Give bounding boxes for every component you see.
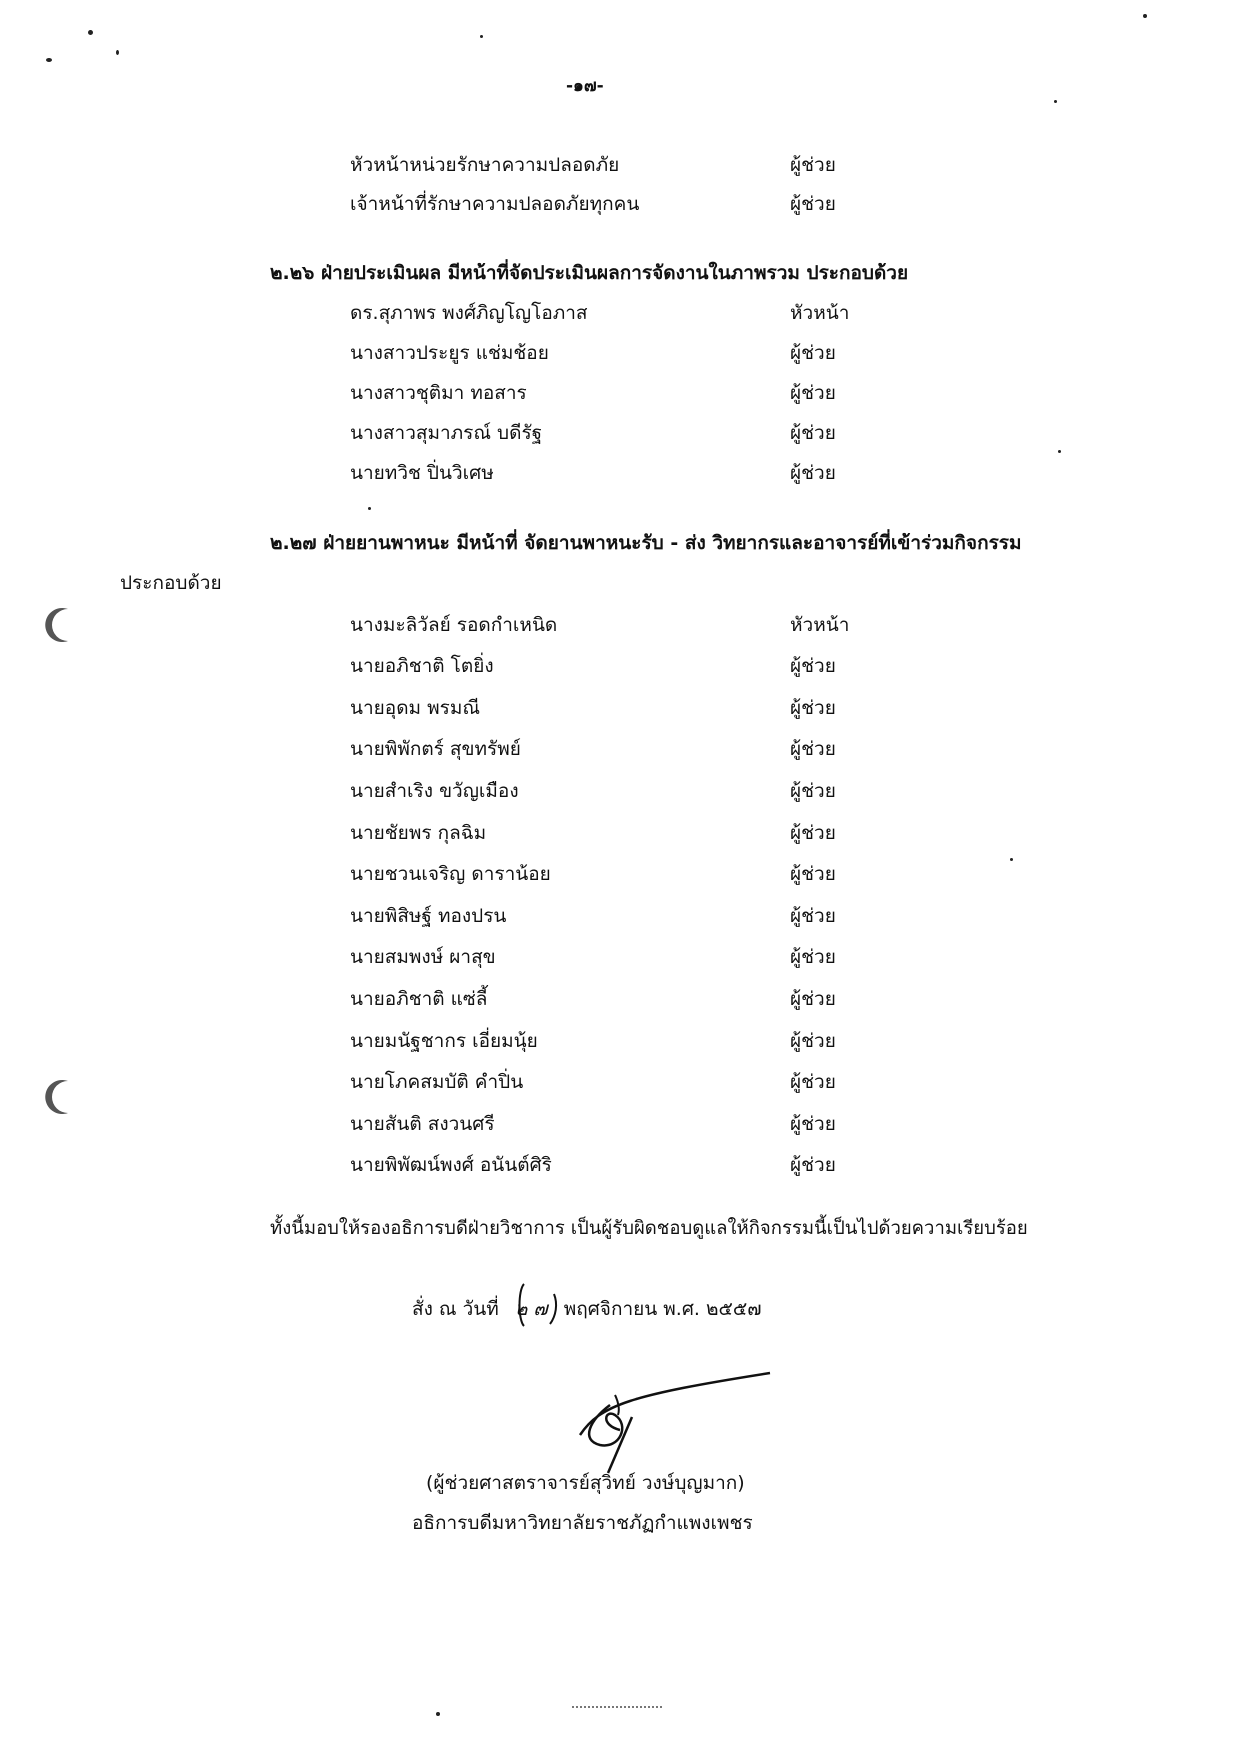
scan-speck [368, 507, 371, 510]
scan-speck [1058, 450, 1061, 453]
member-name: ดร.สุภาพร พงศ์ภิญโญโอภาส [350, 302, 588, 324]
signatory-name: (ผู้ช่วยศาสตราจารย์สุวิทย์ วงษ์บุญมาก) [426, 1472, 745, 1494]
scan-speck [436, 1712, 440, 1716]
member-name: นายพิพัฒน์พงศ์ อนันต์ศิริ [350, 1154, 552, 1176]
member-role: ผู้ช่วย [790, 462, 836, 484]
member-name: นายพิสิษฐ์ ทองปรน [350, 905, 507, 927]
member-role: ผู้ช่วย [790, 1154, 836, 1176]
member-role: ผู้ช่วย [790, 946, 836, 968]
member-name: นายพิพักตร์ สุขทรัพย์ [350, 738, 521, 760]
section-title: ฝ่ายประเมินผล [320, 262, 442, 284]
list-item [0, 734, 1233, 764]
member-role: ผู้ช่วย [790, 422, 836, 444]
member-role: ผู้ช่วย [790, 738, 836, 760]
member-name: นายชวนเจริญ ดาราน้อย [350, 863, 551, 885]
member-name: นายทวิช ปิ่นวิเศษ [350, 462, 494, 484]
member-role: ผู้ช่วย [790, 655, 836, 677]
member-name: นายอภิชาติ โตยิ่ง [350, 655, 494, 677]
member-name: หัวหน้าหน่วยรักษาความปลอดภัย [350, 154, 620, 176]
list-item [0, 984, 1233, 1014]
list-item [0, 1067, 1233, 1097]
member-role: ผู้ช่วย [790, 1071, 836, 1093]
member-role: หัวหน้า [790, 614, 850, 636]
member-name: เจ้าหน้าที่รักษาความปลอดภัยทุกคน [350, 193, 640, 215]
member-role: หัวหน้า [790, 302, 850, 324]
member-name: นายสมพงษ์ ผาสุข [350, 946, 496, 968]
scan-speck [1143, 14, 1147, 18]
member-role: ผู้ช่วย [790, 988, 836, 1010]
date-prefix: สั่ง ณ วันที่ [412, 1298, 499, 1320]
list-item [0, 338, 1233, 368]
member-name: นายมนัฐชากร เอี่ยมนุ้ย [350, 1030, 538, 1052]
list-item [0, 651, 1233, 681]
section-number: ๒.๒๖ [270, 262, 315, 284]
signature-icon [560, 1365, 780, 1475]
list-item [0, 693, 1233, 723]
list-item [0, 298, 1233, 328]
list-item [0, 818, 1233, 848]
member-name: นางสาวประยูร แช่มช้อย [350, 342, 549, 364]
member-name: นายชัยพร กุลฉิม [350, 822, 487, 844]
member-name: นางสาวสุมาภรณ์ บดีรัฐ [350, 422, 543, 444]
section-duty: มีหน้าที่ จัดยานพาหนะรับ - ส่ง วิทยากรและอาจารย์ที่เข้าร่วมกิจกรรม [456, 532, 1022, 554]
member-role: ผู้ช่วย [790, 193, 836, 215]
member-role: ผู้ช่วย [790, 780, 836, 802]
list-item [0, 458, 1233, 488]
footer-divider [572, 1706, 662, 1710]
member-name: นางสาวชุติมา ทอสาร [350, 382, 527, 404]
list-item [0, 1026, 1233, 1056]
scan-speck [88, 30, 93, 35]
member-name: นายโภคสมบัติ คำปิ่น [350, 1071, 524, 1093]
list-item [0, 189, 1233, 219]
member-name: นางมะลิวัลย์ รอดกำเหนิด [350, 614, 558, 636]
member-role: ผู้ช่วย [790, 382, 836, 404]
scan-speck [46, 58, 52, 62]
list-item [0, 610, 1233, 640]
member-role: ผู้ช่วย [790, 1113, 836, 1135]
member-role: ผู้ช่วย [790, 342, 836, 364]
member-role: ผู้ช่วย [790, 154, 836, 176]
list-item [0, 150, 1233, 180]
handwritten-bracket-icon [512, 1280, 560, 1330]
scan-speck [1054, 100, 1057, 103]
section-duty: มีหน้าที่จัดประเมินผลการจัดงานในภาพรวม ประกอบด้วย [447, 262, 909, 284]
member-role: ผู้ช่วย [790, 697, 836, 719]
page-number: -๑๗- [566, 76, 604, 96]
closing-statement: ทั้งนี้มอบให้รองอธิการบดีฝ่ายวิชาการ เป็นผู้รับผิดชอบดูแลให้กิจกรรมนี้เป็นไปด้วยความเรียบร้อย [270, 1218, 1028, 1239]
list-item [0, 378, 1233, 408]
date-day: ๒ ๗ [514, 1298, 548, 1320]
section-title: ฝ่ายยานพาหนะ [323, 532, 450, 554]
list-item [0, 901, 1233, 931]
member-name: นายสำเริง ขวัญเมือง [350, 780, 519, 802]
member-name: นายอภิชาติ แซ่ลี้ [350, 988, 488, 1010]
member-role: ผู้ช่วย [790, 863, 836, 885]
member-name: นายอุดม พรมณี [350, 697, 480, 719]
scan-speck [116, 50, 119, 55]
member-name: นายสันติ สงวนศรี [350, 1113, 495, 1135]
member-role: ผู้ช่วย [790, 822, 836, 844]
scan-speck [480, 35, 483, 38]
list-item [0, 1150, 1233, 1180]
section-number: ๒.๒๗ [270, 532, 317, 554]
order-date [412, 1300, 762, 1319]
list-item [0, 418, 1233, 448]
list-item [0, 776, 1233, 806]
section-226-heading [270, 258, 908, 288]
member-role: ผู้ช่วย [790, 1030, 836, 1052]
date-rest: พฤศจิกายน พ.ศ. ๒๕๕๗ [563, 1298, 762, 1320]
section-227-heading [270, 528, 1022, 558]
list-item [0, 859, 1233, 889]
section-duty-continued: ประกอบด้วย [120, 572, 222, 594]
list-item [0, 1109, 1233, 1139]
signatory-position: อธิการบดีมหาวิทยาลัยราชภัฏกำแพงเพชร [412, 1512, 753, 1534]
list-item [0, 942, 1233, 972]
member-role: ผู้ช่วย [790, 905, 836, 927]
